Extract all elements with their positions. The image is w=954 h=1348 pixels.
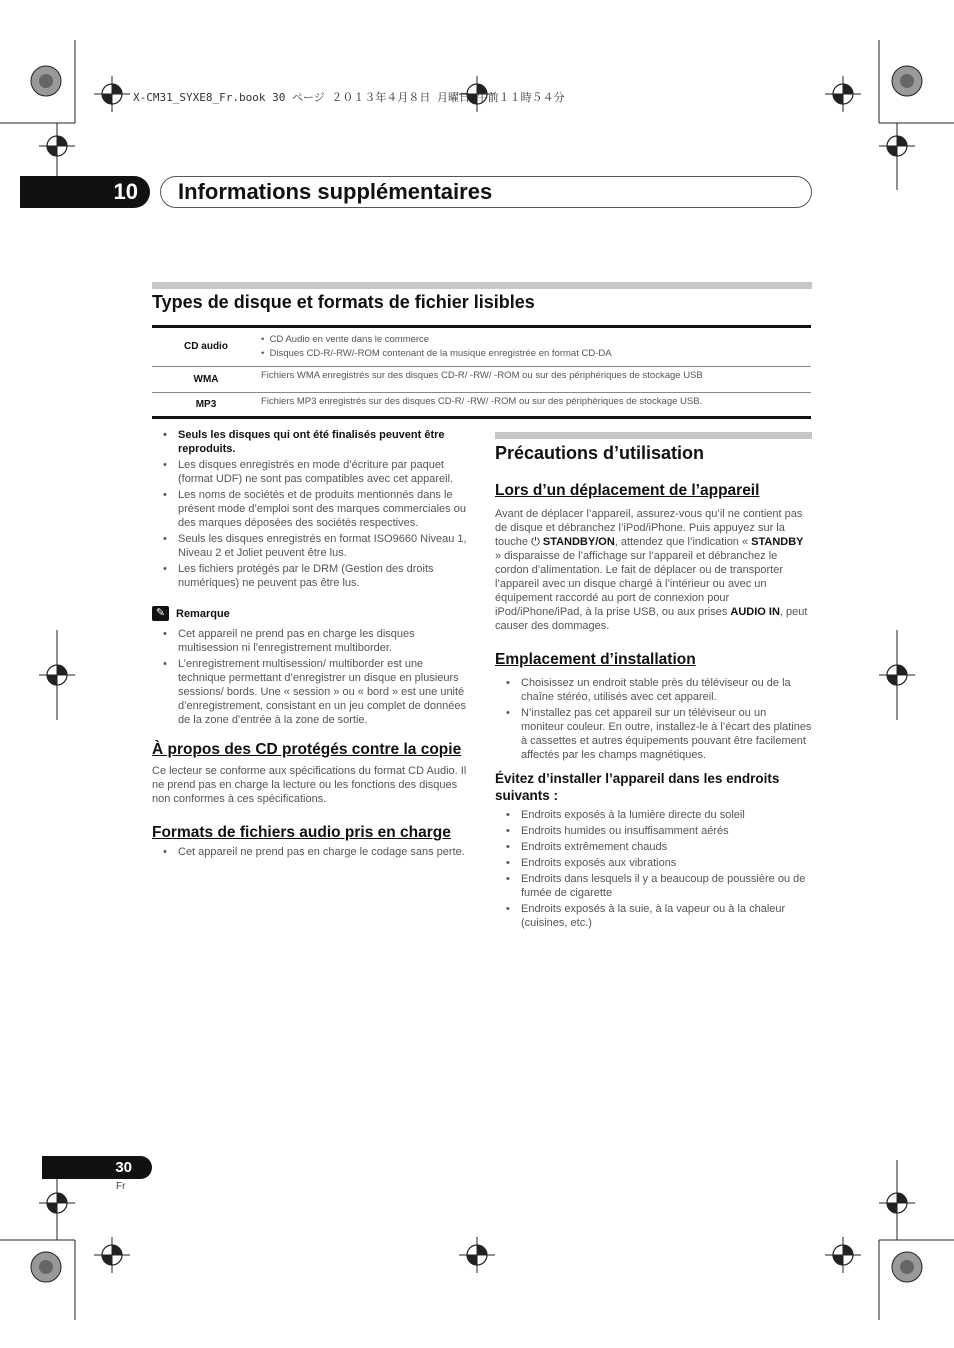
power-icon: ⏻ <box>531 536 540 548</box>
remarque-label: Remarque <box>176 607 230 620</box>
list-item: • N’installez pas cet appareil sur un téléviseur ou un moniteur couleur. En outre, installez-le à l’écart des platines à cassettes et autres équipements pouvant être facilement affectés par les champs magnétiques. <box>495 706 812 762</box>
cd-protected-heading: À propos des CD protégés contre la copie <box>152 741 462 758</box>
types-notes <box>152 428 470 590</box>
print-header: X-CM31_SYXE8_Fr.book 30 ページ ２０１３年４月８日 月曜日 午前１１時５４分 <box>133 91 565 104</box>
format-type: MP3 <box>195 398 217 410</box>
avoid-heading: Évitez d’installer l’appareil dans les endroits suivants : <box>495 771 780 803</box>
section-rule <box>152 282 812 289</box>
pencil-note-icon: ✎ <box>152 606 169 621</box>
list-item: • Endroits exposés à la lumière directe du soleil <box>495 808 812 822</box>
list-item: • Les disques enregistrés en mode d’écriture par paquet (format UDF) ne sont pas compatibles avec cet appareil. <box>152 458 470 486</box>
list-item: • Les fichiers protégés par le DRM (Gestion des droits numériques) ne peuvent pas être lus. <box>152 562 470 590</box>
chapter-number: 10 <box>20 176 150 208</box>
list-item: • Cet appareil ne prend pas en charge les disques multisession ni l’enregistrement multiborder. <box>152 627 470 655</box>
precautions-heading: Précautions d’utilisation <box>495 443 705 463</box>
section-rule <box>495 432 812 439</box>
cd-protected-text: Ce lecteur se conforme aux spécifications du format CD Audio. Il ne prend pas en charge la lecture ou les fonctions des disques non conformes à ces spécifications. <box>152 765 467 805</box>
page-number: 30 <box>42 1156 152 1179</box>
format-type: CD audio <box>152 328 260 366</box>
format-type: WMA <box>152 366 260 392</box>
remarque-list <box>152 627 470 727</box>
location-heading: Emplacement d’installation <box>495 651 696 668</box>
audio-formats-list <box>152 845 470 859</box>
format-desc <box>260 328 811 366</box>
formats-table <box>152 325 811 419</box>
moving-text: Avant de déplacer l’appareil, assurez-vous qu’il ne contient pas de disque et débranchez l’iPod/iPhone. Puis appuyez sur la touche ⏻ STANDBY/ON, attendez que l’indication « STANDBY » disparaisse de l’affichage sur l’appareil et débranchez le cordon d’alimentation. Le fait de déplacer ou de transporter l’appareil avec un disque chargé à l’intérieur ou avec un équipement raccordé au port de connexion pour iPod/iPhone/iPad, à la prise USB, ou aux prises AUDIO IN, peut causer des dommages. <box>495 508 808 632</box>
types-heading: Types de disque et formats de fichier lisibles <box>152 292 535 312</box>
list-item: • Endroits extrêmement chauds <box>495 840 812 854</box>
format-desc: Fichiers WMA enregistrés sur des disques CD-R/ -RW/ -ROM ou sur des périphériques de stockage USB <box>260 366 811 392</box>
format-desc: Fichiers MP3 enregistrés sur des disques CD-R/ -RW/ -ROM ou sur des périphériques de stockage USB. <box>261 395 703 407</box>
list-item: • Choisissez un endroit stable près du téléviseur ou de la chaîne stéréo, utilisés avec cet appareil. <box>495 676 812 704</box>
table-row <box>152 366 811 392</box>
list-item: • Les noms de sociétés et de produits mentionnés dans le présent mode d’emploi sont des marques commerciales ou des marques déposées des sociétés respectives. <box>152 488 470 530</box>
remarque-header <box>152 606 470 621</box>
location-list <box>495 676 812 762</box>
list-item: • Endroits humides ou insuffisamment aérés <box>495 824 812 838</box>
right-column <box>495 443 812 932</box>
chapter-title: Informations supplémentaires <box>178 179 493 204</box>
list-item: • Disques CD-R/-RW/-ROM contenant de la musique enregistrée en format CD-DA <box>261 348 612 360</box>
list-item: • Seuls les disques enregistrés en format ISO9660 Niveau 1, Niveau 2 et Joliet peuvent être lus. <box>152 532 470 560</box>
list-item: • Endroits dans lesquels il y a beaucoup de poussière ou de fumée de cigarette <box>495 872 812 900</box>
page-language: Fr <box>116 1181 126 1192</box>
list-item: • CD Audio en vente dans le commerce <box>261 334 430 346</box>
audio-formats-heading: Formats de fichiers audio pris en charge <box>152 824 451 841</box>
list-item: • L’enregistrement multisession/ multiborder est une technique permettant d’enregistrer un disque en plusieurs sessions/ bords. Une « session » ou « bord » est une unité d’enregistrement, consistant en un jeu complet de données de la zone d’entrée à la zone de sortie. <box>152 657 470 727</box>
avoid-list <box>495 808 812 930</box>
list-item: • Endroits exposés aux vibrations <box>495 856 812 870</box>
moving-heading: Lors d’un déplacement de l’appareil <box>495 482 760 499</box>
table-row <box>152 328 811 366</box>
list-item: • Seuls les disques qui ont été finalisés peuvent être reproduits. <box>152 428 470 456</box>
left-column <box>152 428 470 861</box>
table-row <box>152 392 811 416</box>
list-item: • Cet appareil ne prend pas en charge le codage sans perte. <box>152 845 470 859</box>
list-item: • Endroits exposés à la suie, à la vapeur ou à la chaleur (cuisines, etc.) <box>495 902 812 930</box>
